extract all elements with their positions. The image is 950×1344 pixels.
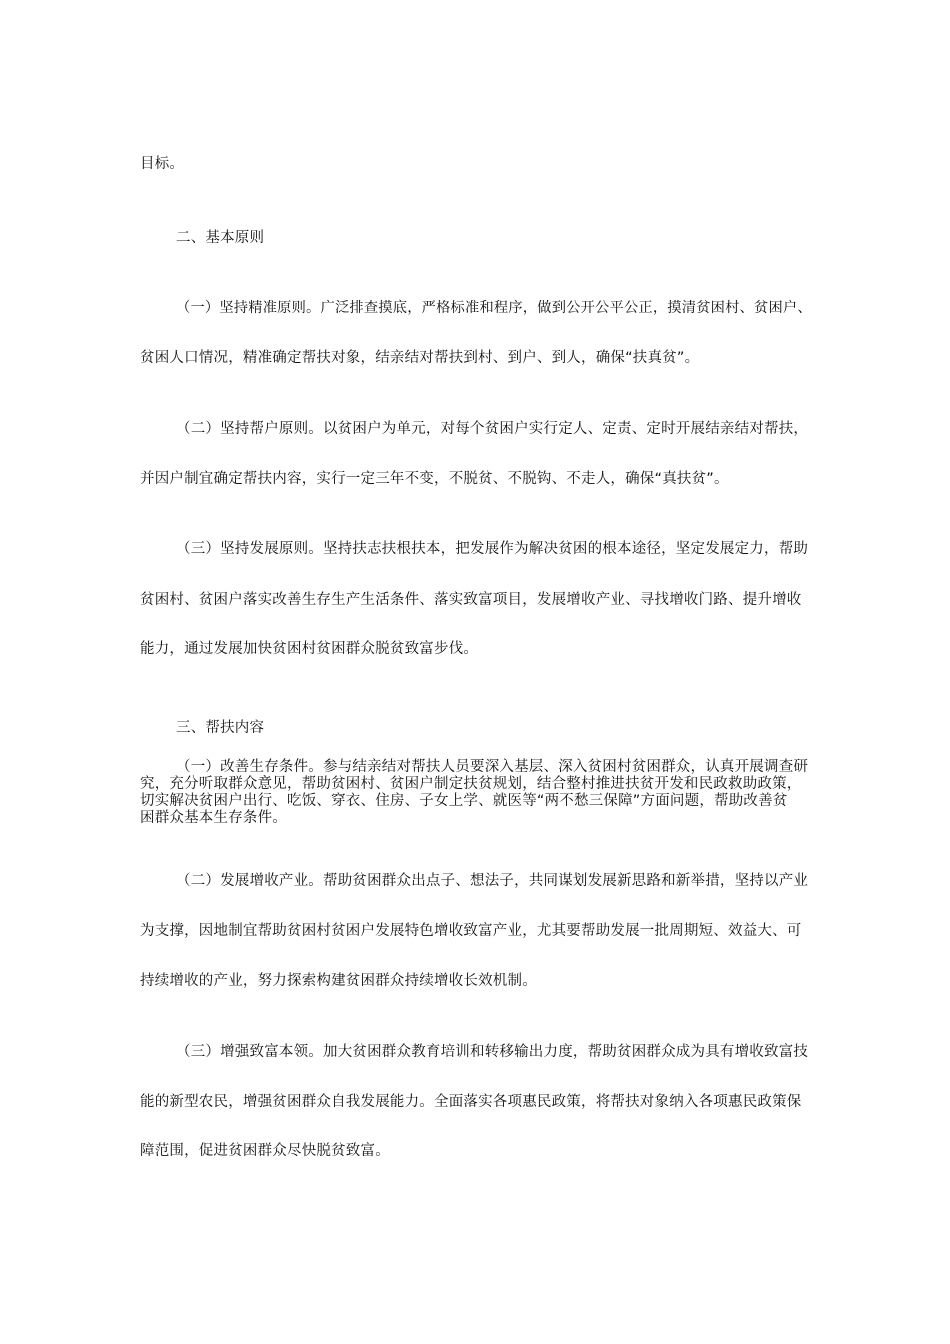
section3-p1-line2: 究，充分听取群众意见，帮助贫困村、贫困户制定扶贫规划，结合整村推进扶贫开发和民政救助政策， — [140, 776, 802, 792]
section3-p1-line3: 切实解决贫困户出行、吃饭、穿衣、住房、子女上学、就医等“两不愁三保障”方面问题，帮助改善贫 — [140, 793, 788, 809]
section3-p1-line1: （一）改善生存条件。参与结亲结对帮扶人员要深入基层、深入贫困村贫困群众，认真开展调查研 — [176, 759, 809, 775]
section3-p3-line1: （三）增强致富本领。加大贫困群众教育培训和转移输出力度，帮助贫困群众成为具有增收致富技 — [176, 1044, 809, 1060]
section3-p2-line1: （二）发展增收产业。帮助贫困群众出点子、想法子，共同谋划发展新思路和新举措，坚持以产业 — [176, 873, 809, 889]
section3-heading: 三、帮扶内容 — [176, 720, 265, 736]
section2-p1-line2: 贫困人口情况，精准确定帮扶对象，结亲结对帮扶到村、到户、到人，确保“扶真贫”。 — [140, 350, 700, 366]
section2-p2-line1: （二）坚持帮户原则。以贫困户为单元，对每个贫困户实行定人、定责、定时开展结亲结对帮扶， — [176, 421, 809, 437]
section3-p3-line2: 能的新型农民，增强贫困群众自我发展能力。全面落实各项惠民政策，将帮扶对象纳入各项惠民政策保 — [140, 1094, 802, 1110]
section2-heading: 二、基本原则 — [176, 230, 265, 246]
section3-p1-line4: 困群众基本生存条件。 — [140, 810, 287, 826]
section3-p2-line2: 为支撑，因地制宜帮助贫困村贫困户发展特色增收致富产业，尤其要帮助发展一批周期短、效益大、可 — [140, 923, 802, 939]
section3-p3-line3: 障范围，促进贫困群众尽快脱贫致富。 — [140, 1143, 390, 1159]
section2-p2-line2: 并因户制宜确定帮扶内容，实行一定三年不变，不脱贫、不脱钩、不走人，确保“真扶贫”。 — [140, 471, 729, 487]
section2-p3-line2: 贫困村、贫困户落实改善生存生产生活条件、落实致富项目，发展增收产业、寻找增收门路、提升增收 — [140, 592, 802, 608]
section2-p3-line3: 能力，通过发展加快贫困村贫困群众脱贫致富步伐。 — [140, 641, 479, 657]
intro-tail-line: 目标。 — [140, 156, 185, 172]
section2-p1-line1: （一）坚持精准原则。广泛排查摸底，严格标准和程序，做到公开公平公正，摸清贫困村、贫困户、 — [176, 300, 812, 316]
section2-p3-line1: （三）坚持发展原则。坚持扶志扶根扶本，把发展作为解决贫困的根本途径，坚定发展定力，帮助 — [176, 541, 809, 557]
section3-p2-line3: 持续增收的产业，努力探索构建贫困群众持续增收长效机制。 — [140, 973, 537, 989]
